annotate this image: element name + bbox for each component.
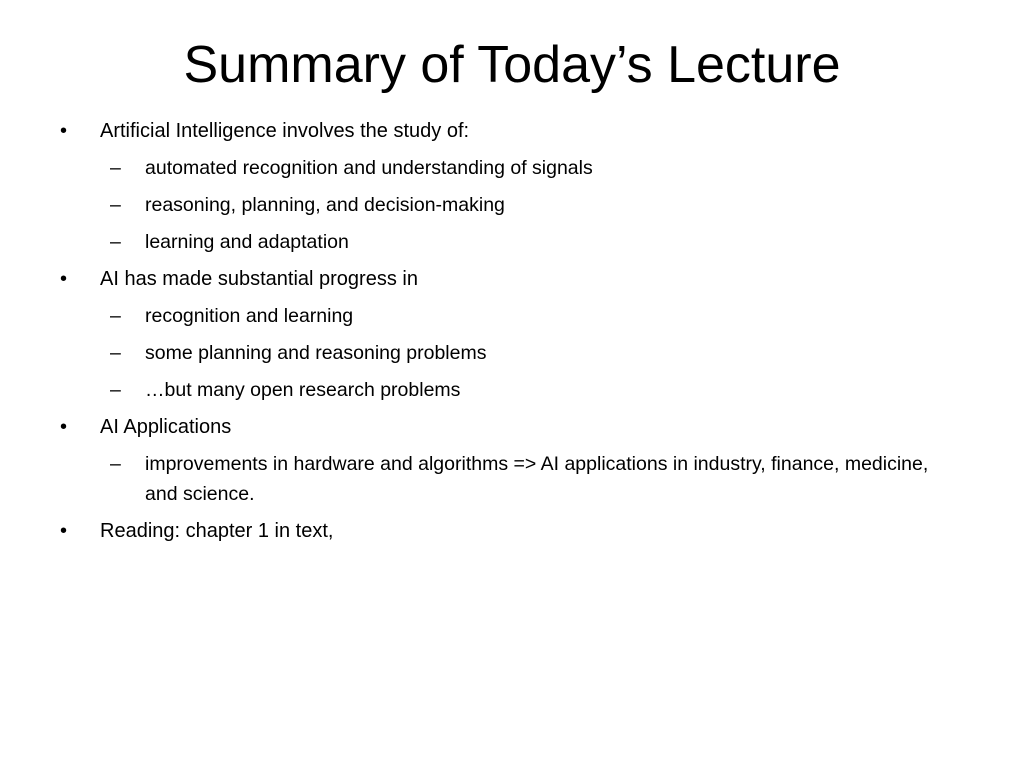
dash-marker: – [110,342,121,364]
bullet-marker: • [60,520,68,542]
bullet-text: Reading: chapter 1 in text, [100,520,334,542]
sub-bullet-text: some planning and reasoning problems [145,342,487,364]
sub-bullet-text: recognition and learning [145,305,354,327]
sub-bullet-text: reasoning, planning, and decision-making [145,194,505,216]
bullet-item [60,516,960,546]
sub-bullet-text: …but many open research problems [145,379,461,401]
sub-bullet-item [60,190,960,220]
dash-marker: – [110,305,121,327]
bullet-text: AI has made substantial progress in [100,268,418,290]
sub-bullet-text: improvements in hardware and algorithms => AI applications in industry, finance, medicine, and science. [145,453,929,505]
dash-marker: – [110,231,121,253]
bullet-list [60,116,960,546]
bullet-text: Artificial Intelligence involves the study of: [100,120,470,142]
bullet-item [60,116,960,146]
sub-bullet-item [60,338,960,368]
slide-title: Summary of Today’s Lecture [183,36,841,94]
sub-bullet-item [60,449,960,509]
bullet-text: AI Applications [100,416,232,438]
dash-marker: – [110,194,121,216]
dash-marker: – [110,157,121,179]
sub-bullet-item [60,227,960,257]
bullet-item [60,412,960,442]
bullet-item [60,264,960,294]
dash-marker: – [110,379,121,401]
sub-bullet-text: automated recognition and understanding of signals [145,157,593,179]
sub-bullet-text: learning and adaptation [145,231,349,253]
bullet-marker: • [60,268,68,290]
bullet-marker: • [60,120,68,142]
sub-bullet-item [60,375,960,405]
sub-bullet-item [60,153,960,183]
bullet-marker: • [60,416,68,438]
sub-bullet-item [60,301,960,331]
dash-marker: – [110,453,121,475]
